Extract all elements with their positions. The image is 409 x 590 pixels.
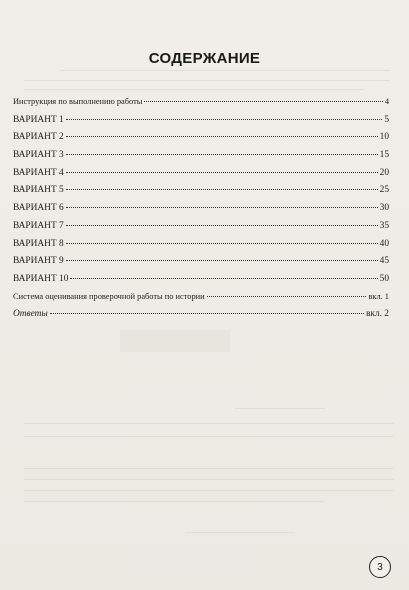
toc-leader-dots <box>66 207 378 208</box>
page-number: 3 <box>377 561 383 573</box>
toc-entry <box>13 97 389 115</box>
toc-leader-dots <box>66 189 378 190</box>
table-of-contents <box>13 97 389 327</box>
toc-entry-page: 4 <box>384 97 389 106</box>
toc-leader-dots <box>66 243 378 244</box>
ghost-line <box>24 468 394 469</box>
toc-entry <box>13 309 389 327</box>
ghost-line <box>60 70 390 71</box>
toc-entry-label: Инструкция по выполнению работы <box>13 97 143 106</box>
toc-entry-page: 40 <box>379 238 389 249</box>
toc-entry-label: Ответы <box>13 309 48 320</box>
toc-leader-dots <box>66 172 378 173</box>
toc-entry <box>13 203 389 221</box>
toc-entry-page: 50 <box>379 273 389 284</box>
toc-entry <box>13 132 389 150</box>
ghost-line <box>24 423 394 424</box>
toc-entry <box>13 185 389 203</box>
toc-entry-label: ВАРИАНТ 4 <box>13 167 64 178</box>
toc-entry-page: 5 <box>384 114 389 125</box>
toc-entry-page: 30 <box>379 203 389 214</box>
ghost-line <box>24 436 394 437</box>
toc-entry <box>13 256 389 274</box>
toc-leader-dots <box>70 278 377 279</box>
ghost-block <box>120 330 230 352</box>
toc-leader-dots <box>66 154 378 155</box>
toc-entry-label: ВАРИАНТ 9 <box>13 256 64 267</box>
toc-leader-dots <box>207 296 367 297</box>
toc-entry <box>13 115 389 133</box>
toc-entry-page: 45 <box>379 256 389 267</box>
ghost-line <box>24 490 394 491</box>
toc-entry-label: ВАРИАНТ 3 <box>13 150 64 161</box>
page-number-badge <box>369 556 391 578</box>
ghost-line <box>24 89 364 90</box>
toc-entry <box>13 274 389 292</box>
ghost-line <box>185 532 295 533</box>
toc-entry-page: 20 <box>379 167 389 178</box>
toc-entry-label: ВАРИАНТ 6 <box>13 203 64 214</box>
toc-entry-page: 25 <box>379 185 389 196</box>
toc-entry-page: вкл. 1 <box>368 291 389 301</box>
toc-entry-label: ВАРИАНТ 1 <box>13 114 64 125</box>
ghost-line <box>235 408 325 409</box>
toc-leader-dots <box>66 260 378 261</box>
toc-entry-label: Система оценивания проверочной работы по истории <box>13 291 205 301</box>
toc-entry-label: ВАРИАНТ 7 <box>13 220 64 231</box>
toc-leader-dots <box>144 101 382 102</box>
toc-leader-dots <box>66 136 378 137</box>
toc-entry-label: ВАРИАНТ 2 <box>13 132 64 143</box>
toc-entry-label: ВАРИАНТ 10 <box>13 273 69 284</box>
toc-entry-label: ВАРИАНТ 5 <box>13 185 64 196</box>
toc-entry <box>13 239 389 257</box>
toc-leader-dots <box>66 225 378 226</box>
toc-entry-page: 15 <box>379 150 389 161</box>
toc-entry-page: вкл. 2 <box>365 309 389 320</box>
toc-entry <box>13 221 389 239</box>
toc-leader-dots <box>50 313 364 314</box>
toc-entry <box>13 168 389 186</box>
toc-entry-page: 35 <box>379 220 389 231</box>
toc-entry-label: ВАРИАНТ 8 <box>13 238 64 249</box>
ghost-line <box>24 479 394 480</box>
toc-entry-page: 10 <box>379 132 389 143</box>
ghost-line <box>24 501 324 502</box>
ghost-line <box>24 80 390 81</box>
page-title: СОДЕРЖАНИЕ <box>148 50 261 68</box>
toc-entry <box>13 292 389 310</box>
toc-leader-dots <box>66 119 383 120</box>
toc-entry <box>13 150 389 168</box>
